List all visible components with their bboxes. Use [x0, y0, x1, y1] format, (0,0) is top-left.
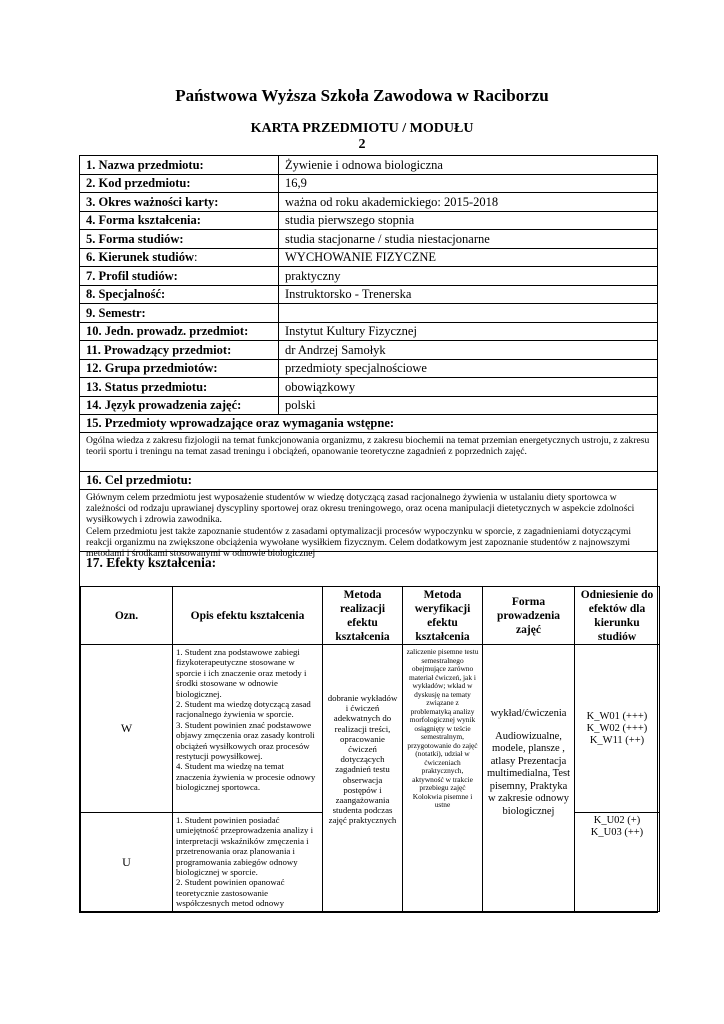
card-number: 2 — [358, 137, 366, 152]
reference-u — [575, 813, 660, 912]
info-value: ważna od roku akademickiego: 2015-2018 — [279, 193, 658, 212]
info-row — [80, 341, 658, 360]
section-17-heading: 17. Efekty kształcenia: — [79, 552, 658, 574]
info-row — [80, 248, 658, 267]
info-label — [80, 285, 279, 304]
info-value: praktyczny — [279, 267, 658, 286]
info-label — [80, 267, 279, 286]
info-label-suffix: : — [194, 250, 198, 265]
col-header-verification: Metoda weryfikacji efektu kształcenia — [403, 587, 483, 645]
info-label-text: 7. Profil studiów: — [86, 268, 178, 283]
effects-header-row — [81, 587, 660, 645]
info-value: Instruktorsko - Trenerska — [279, 285, 658, 304]
info-value: 16,9 — [279, 174, 658, 193]
info-label — [80, 322, 279, 341]
info-label-text: 10. Jedn. prowadz. przedmiot: — [86, 324, 249, 339]
reference-w-3: K_W11 (++) — [589, 734, 645, 746]
info-row — [80, 285, 658, 304]
info-value: WYCHOWANIE FIZYCZNE — [279, 248, 658, 267]
info-label-text: 9. Semestr: — [86, 305, 146, 320]
info-label-text: 6. Kierunek studiów — [86, 250, 195, 265]
info-label-text: 14. Język prowadzenia zajęć: — [86, 398, 242, 413]
info-row — [80, 378, 658, 397]
reference-u-1: K_U02 (+) — [593, 815, 641, 826]
info-label-text: 8. Specjalność: — [86, 287, 166, 302]
info-label — [80, 230, 279, 249]
reference-u-2: K_U03 (++) — [590, 827, 644, 838]
col-header-reference: Odniesienie do efektów dla kierunku studiów — [575, 587, 660, 645]
course-info-table — [79, 155, 658, 415]
info-value: przedmioty specjalnościowe — [279, 359, 658, 378]
info-label — [80, 248, 279, 267]
section-15-heading: 15. Przedmioty wprowadzające oraz wymagania wstępne: — [79, 415, 658, 433]
effect-description-u: 1. Student powinien posiadać umiejętność przeprowadzenia analizy i interpretacji wskaźników zmęczenia i przetrenowania oraz planowania i programowania zabiegów odnowy biologicznej w sporcie. 2. Student powinien opanować teoretycznie zastosowanie współczesnych metod odnowy — [173, 813, 323, 912]
info-row — [80, 322, 658, 341]
col-header-realization: Metoda realizacji efektu kształcenia — [323, 587, 403, 645]
reference-w-1: K_W01 (+++) — [586, 710, 648, 722]
info-row — [80, 230, 658, 249]
course-card — [79, 155, 658, 913]
teaching-form-details: Audiowizualne, modele, plansze , atlasy Prezentacja multimedialna, Test pisemny, Praktyka w zakresie odnowy biologicznej — [486, 730, 571, 817]
info-label-text: 4. Forma kształcenia: — [86, 213, 201, 228]
info-label — [80, 304, 279, 323]
info-value: Żywienie i odnowa biologiczna — [279, 156, 658, 175]
effects-wrapper — [79, 574, 658, 913]
info-row — [80, 193, 658, 212]
info-label — [80, 378, 279, 397]
info-label-text: 13. Status przedmiotu: — [86, 379, 208, 394]
teaching-form — [483, 645, 575, 912]
effect-code-w: W — [81, 645, 173, 813]
info-row — [80, 174, 658, 193]
section-16-heading: 16. Cel przedmiotu: — [79, 472, 658, 490]
card-title-text: KARTA PRZEDMIOTU / MODUŁU — [250, 121, 474, 136]
info-label — [80, 211, 279, 230]
reference-w-2: K_W02 (+++) — [586, 722, 648, 734]
section-15-text: Ogólna wiedza z zakresu fizjologii na temat funkcjonowania organizmu, z zakresu biochemii na temat przemian energetycznych ustroju, z zakresu teorii sportu i treningu na temat zasad treningu i obciążeń, opanowanie teoretyczne zagadnień z poprzednich zajęć. — [79, 433, 658, 472]
col-header-code: Ozn. — [81, 587, 173, 645]
info-row — [80, 156, 658, 175]
info-label-text: 5. Forma studiów: — [86, 231, 184, 246]
info-label — [80, 156, 279, 175]
effects-table — [80, 586, 660, 912]
info-label-text: 11. Prowadzący przedmiot: — [86, 342, 232, 357]
effect-code-u: U — [81, 813, 173, 912]
info-label-text: 3. Okres ważności karty: — [86, 194, 219, 209]
info-label — [80, 359, 279, 378]
section-16-text: Głównym celem przedmiotu jest wyposażenie studentów w wiedzę dotyczącą zasad racjonalnego żywienia w ustalaniu diety sportowca w zależności od rodzaju uprawianej dyscypliny sportowej oraz okresu treningowego, oraz ocena manipulacji dietetycznych w aspekcie zdolności wysiłkowych i zdrowia zawodnika. Celem przedmiotu jest także zapoznanie studentów z zasadami optymalizacji procesów wypoczynku w sporcie, z zagadnieniami dotyczącymi reakcji organizmu na zwiększone obciążenia wywołane wysiłkiem fizycznym. Celem dodatkowym jest zapoznanie studentów z najnowszymi metodami i środkami stosowanymi w odnowie biologicznej — [79, 490, 658, 552]
effects-row-w — [81, 645, 660, 813]
teaching-form-main: wykład/ćwiczenia — [490, 708, 567, 719]
info-label — [80, 396, 279, 415]
col-header-description: Opis efektu kształcenia — [173, 587, 323, 645]
info-label — [80, 174, 279, 193]
info-label-text: 12. Grupa przedmiotów: — [86, 361, 218, 376]
info-value — [279, 304, 658, 323]
info-value: polski — [279, 396, 658, 415]
reference-w — [575, 645, 660, 813]
info-row — [80, 211, 658, 230]
info-value: obowiązkowy — [279, 378, 658, 397]
effect-description-w: 1. Student zna podstawowe zabiegi fizykoterapeutyczne stosowane w sporcie i ich znaczenie oraz metody i środki stosowane w odnowie biologicznej. 2. Student ma wiedzę dotyczącą zasad racjonalnego żywienia w sporcie. 3. Student powinien znać podstawowe objawy zmęczenia oraz zasady kontroli obciążeń wysiłkowych oraz procesów restytucji powysiłkowej. 4. Student ma wiedzę na temat znaczenia żywienia w procesie odnowy biologicznej sportowca. — [173, 645, 323, 813]
info-label-text: 2. Kod przedmiotu: — [86, 176, 191, 191]
info-row — [80, 359, 658, 378]
info-value: dr Andrzej Samołyk — [279, 341, 658, 360]
info-value: studia pierwszego stopnia — [279, 211, 658, 230]
realization-method: dobranie wykładów i ćwiczeń adekwatnych do realizacji treści, opracowanie ćwiczeń dotyczących zagadnień testu obserwacja postępów i zaangażowania studenta podczas zajęć praktycznych — [323, 645, 403, 912]
info-label-text: 1. Nazwa przedmiotu: — [86, 157, 204, 172]
institution-title: Państwowa Wyższa Szkoła Zawodowa w Raciborzu — [175, 86, 549, 105]
info-row — [80, 396, 658, 415]
card-title — [0, 121, 724, 153]
info-row — [80, 304, 658, 323]
verification-method: zaliczenie pisemne testu semestralnego obejmujące zarówno materiał ćwiczeń, jak i wykładów; wkład w dyskusję na tematy związane z problematyką analizy morfologicznej wynik osiągnięty w teście semestralnym, przygotowanie do zajęć (notatki), udział w ćwiczeniach praktycznych, aktywność w trakcie przebiegu zajęć Kolokwia pisemne i ustne — [403, 645, 483, 912]
info-label — [80, 193, 279, 212]
col-header-form: Forma prowadzenia zajęć — [483, 587, 575, 645]
info-value: Instytut Kultury Fizycznej — [279, 322, 658, 341]
info-value: studia stacjonarne / studia niestacjonarne — [279, 230, 658, 249]
info-label — [80, 341, 279, 360]
info-row — [80, 267, 658, 286]
